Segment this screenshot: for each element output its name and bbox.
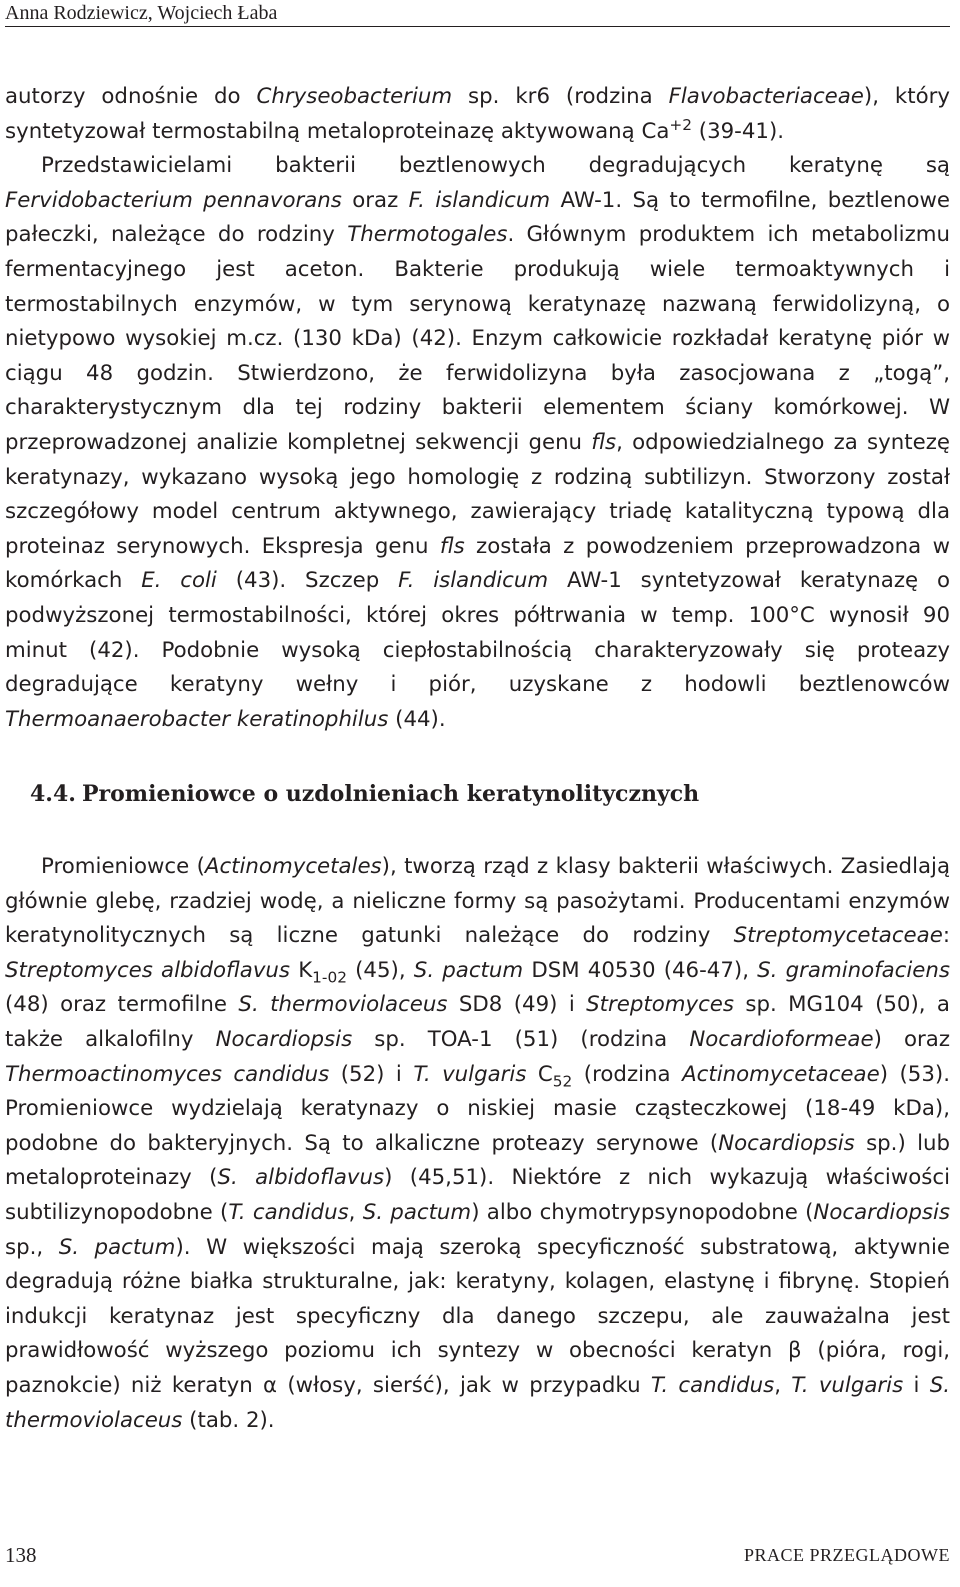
paragraph-bacteria: autorzy odnośnie do Chryseobacterium sp. kr6 (rodzina Flavobacteriaceae), który syntetyzował termostabilną metaloproteinazę aktywowaną $Ca^{+2}$ (39-41). Przedstawicielami bakterii beztlenowych degradujących keratynę są Fervidobacterium pennavorans oraz F. islandicum AW-1. Są to termofilne, beztlenowe pałeczki, należące do rodziny Thermotogales. Głównym produktem ich metabolizmu fermentacyjnego jest aceton. Bakterie produkują wiele termoaktywnych i termostabilnych enzymów, w tym serynową keratynazę nazwaną ferwidolizyną, o nietypowo wysokiej m.cz. (130 kDa) (42). Enzym całkowicie rozkładał keratynę piór w ciągu 48 godzin. Stwierdzono, że ferwidolizyna była zasocjowana z „togą”, charakterystycznym dla tej rodziny bakterii elementem ściany komórkowej. W przeprowadzonej analizie kompletnej sekwencji genu fls, odpowiedzialnego za syntezę keratynazy, wykazano wysoką jego homologię z rodziną subtilizyn. Stworzony został szczegółowy model centrum aktywnego, zawierający triadę katalityczną typową dla proteinaz serynowych. Ekspresja genu fls została z powodzeniem przeprowadzona w komórkach E. coli (43). Szczep F. islandicum AW-1 syntetyzował keratynazę o podwyższonej termostabilności, której okres półtrwania w temp. 100°C wynosił 90 minut (42). Podobnie wysoką ciepłostabilnością charakteryzowały się proteazy degradujące keratyny wełny i piór, uzyskane z hodowli beztlenowców Thermoanaerobacter keratinophilus (44). xyxy=(5,84,951,732)
section-title: Promieniowce o uzdolnieniach keratynolitycznych xyxy=(82,781,700,807)
section-heading xyxy=(30,779,699,809)
section-number: 4.4. xyxy=(30,781,76,807)
page-number: 138 xyxy=(5,1543,37,1567)
journal-name: PRACE PRZEGLĄDOWE xyxy=(744,1545,950,1565)
running-head: Anna Rodziewicz, Wojciech Łaba xyxy=(5,0,950,27)
paragraph-actinomycetes: Promieniowce (Actinomycetales), tworzą rząd z klasy bakterii właściwych. Zasiedlają głównie glebę, rzadziej wodę, a nieliczne formy są pasożytami. Producentami enzymów keratynolitycznych są liczne gatunki należące do rodziny Streptomycetaceae: Streptomyces albidoflavus $K_{1-02}$ (45), S. pactum DSM 40530 (46-47), S. graminofaciens (48) oraz termofilne S. thermoviolaceus SD8 (49) i Streptomyces sp. MG104 (50), a także alkalofilny Nocardiopsis sp. TOA-1 (51) (rodzina Nocardioformeae) oraz Thermoactinomyces candidus (52) i T. vulgaris $C_{52}$ (rodzina Actinomycetaceae) (53). Promieniowce wydzielają keratynazy o niskiej masie cząsteczkowej (18-49 kDa), podobne do bakteryjnych. Są to alkaliczne proteazy serynowe (Nocardiopsis sp.) lub metaloproteinazy (S. albidoflavus) (45,51). Niektóre z nich wykazują właściwości subtilizynopodobne (T. candidus, S. pactum) albo chymotrypsynopodobne (Nocardiopsis sp., S. pactum). W większości mają szeroką specyficzność substratową, aktywnie degradują różne białka strukturalne, jak: keratyny, kolagen, elastynę i fibrynę. Stopień indukcji keratynaz jest specyficzny dla danego szczepu, ale zauważalna jest prawidłowość wyższego poziomu ich syntezy w obecności keratyn β (pióra, rogi, paznokcie) niż keratyn α (włosy, sierść), jak w przypadku T. candidus, T. vulgaris i S. thermoviolaceus (tab. 2). xyxy=(5,854,951,1433)
